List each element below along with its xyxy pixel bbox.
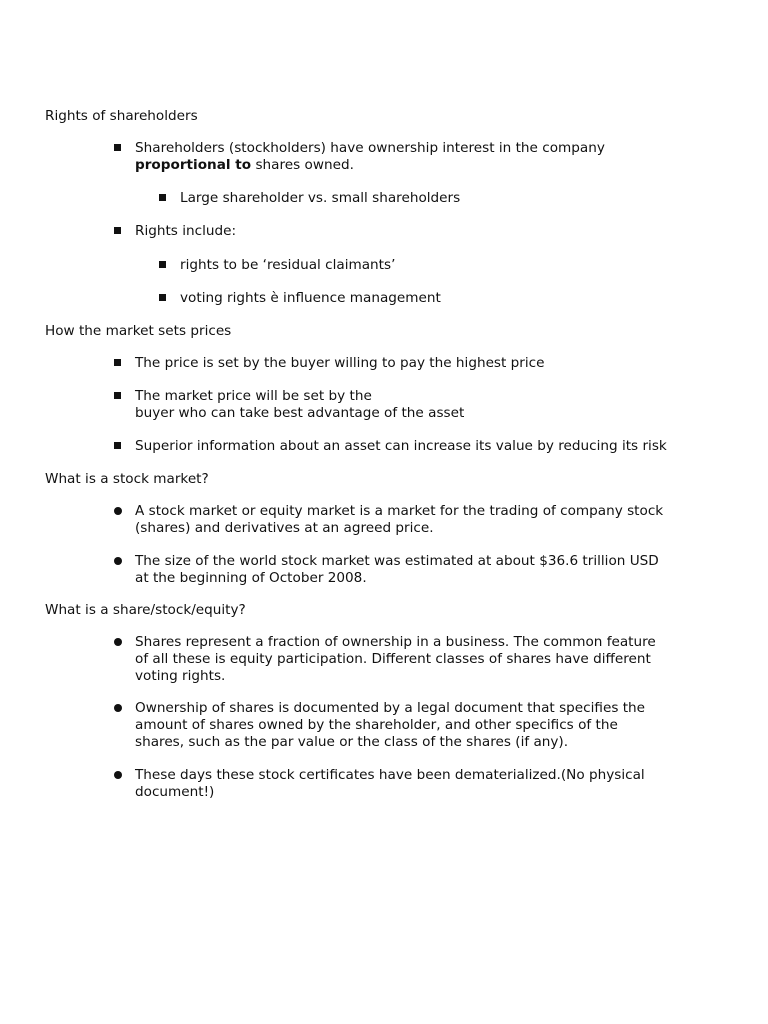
round-bullet-icon — [114, 638, 122, 646]
bullet-text-fragment: shares owned. — [251, 157, 354, 173]
bullet-text-line: Ownership of shares is documented by a legal document that specifies the — [135, 700, 646, 716]
bullet-stock-market-definition — [135, 503, 663, 537]
bullet-superior-information: Superior information about an asset can increase its value by reducing its risk — [135, 438, 667, 454]
bullet-text-line: document!) — [135, 784, 215, 800]
square-bullet-icon — [114, 144, 121, 151]
square-bullet-icon — [114, 392, 121, 399]
bullet-rights-include: Rights include: — [135, 223, 237, 239]
section-heading-stock-market: What is a stock market? — [45, 471, 209, 487]
bullet-text-line: voting rights. — [135, 668, 226, 684]
round-bullet-icon — [114, 704, 122, 712]
section-heading-market-prices: How the market sets prices — [45, 323, 232, 339]
bullet-text-line: Shareholders (stockholders) have ownership interest in the company — [135, 140, 605, 156]
bullet-text-line: of all these is equity participation. Different classes of shares have different — [135, 651, 651, 667]
bullet-residual-claimants: rights to be ‘residual claimants’ — [180, 257, 396, 273]
round-bullet-icon — [114, 507, 122, 515]
square-bullet-icon — [114, 359, 121, 366]
bullet-market-price-set — [135, 388, 464, 422]
section-heading-rights: Rights of shareholders — [45, 108, 198, 124]
section-heading-share-stock-equity: What is a share/stock/equity? — [45, 602, 246, 618]
bullet-text-line: The market price will be set by the — [135, 388, 372, 404]
square-bullet-icon — [159, 294, 166, 301]
bullet-shares-represent — [135, 634, 656, 685]
round-bullet-icon — [114, 557, 122, 565]
bullet-dematerialized — [135, 767, 645, 801]
bold-emphasis: proportional to — [135, 157, 252, 173]
bullet-text-line: A stock market or equity market is a market for the trading of company stock — [135, 503, 664, 519]
bullet-text-line — [135, 157, 605, 174]
bullet-highest-price: The price is set by the buyer willing to pay the highest price — [135, 355, 545, 371]
bullet-text-line: These days these stock certificates have been dematerialized.(No physical — [135, 767, 645, 783]
square-bullet-icon — [114, 442, 121, 449]
bullet-text-line: shares, such as the par value or the class of the shares (if any). — [135, 734, 569, 750]
bullet-large-vs-small: Large shareholder vs. small shareholders — [180, 190, 461, 206]
bullet-text-line: buyer who can take best advantage of the asset — [135, 405, 465, 421]
bullet-text-line: amount of shares owned by the shareholder, and other specifics of the — [135, 717, 618, 733]
bullet-text-line: Shares represent a fraction of ownership in a business. The common feature — [135, 634, 656, 650]
bullet-world-market-size — [135, 553, 659, 587]
bullet-text-line: at the beginning of October 2008. — [135, 570, 367, 586]
square-bullet-icon — [159, 261, 166, 268]
bullet-voting-rights: voting rights è influence management — [180, 290, 441, 306]
round-bullet-icon — [114, 771, 122, 779]
bullet-ownership-interest — [135, 140, 605, 174]
bullet-text-line: The size of the world stock market was estimated at about $36.6 trillion USD — [135, 553, 659, 569]
square-bullet-icon — [114, 227, 121, 234]
bullet-ownership-documented — [135, 700, 645, 751]
square-bullet-icon — [159, 194, 166, 201]
bullet-text-line: (shares) and derivatives at an agreed price. — [135, 520, 434, 536]
